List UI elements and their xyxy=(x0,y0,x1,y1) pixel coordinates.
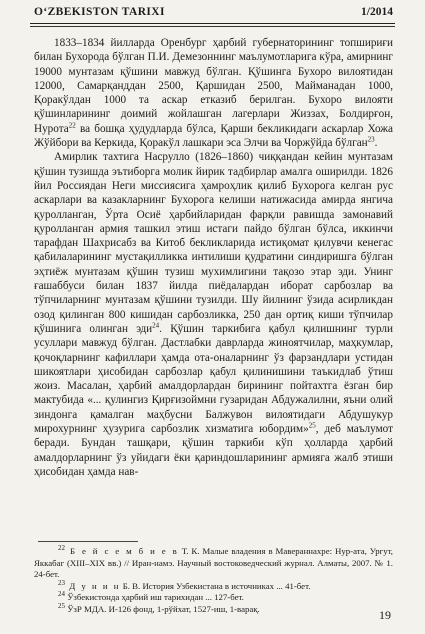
footnote-item xyxy=(34,592,393,604)
paragraph-text: . xyxy=(374,137,378,150)
running-header xyxy=(30,4,395,24)
footnote-text: Т. К. Малые владения в Мавераннахре: Нур-ата, Ургут, Яккабаг (XIII–XIX вв.) // Иран-намэ. Научный востоковедческий журнал. Алматы, 2007. № 1. 24-бет. xyxy=(34,546,393,579)
footnote-ref: 23 xyxy=(367,135,375,144)
article-body xyxy=(34,36,393,479)
issue-number: 1/2014 xyxy=(361,6,393,18)
footnote-text: Б. В. История Узбекистана в источниках ... 41-бет. xyxy=(120,580,311,591)
paragraph-text: Амирлик тахтига Насрулло (1826–1860) чиққандан кейин мунтазам қўшин тузишда эътиборга молик йирик тадбирлар амалга оширилди. 1826 йил Россиядан Неги миссиясига ҳамроҳлик қилиб Бухорога келган рус аскарлари ва казакларнинг Бухорога келиши натижасида амирда янгича қуролланган, Ўрта Осиё ҳарбийларидан фарқли равишда замонавий қуролланган армия ташкил этиш истаги пайдо бўлган бўлса, иккинчи тарафдан Шахрисабз ва Китоб бекликларида истиқомат қилувчи кенегас қабилаларининг мустақилликка интилиши қудратини синдиришга бўлган эҳтиёж мунтазам қўшин тузиш мухимлигини тақозо этар эди. Унинг ғашаббуси билан 1837 йилда пиёдалардан иборат сарбозлар ва тўпчиларнинг мунтазам қўшини тузилди. Шу йилнинг ўзида асирликдан озод қилинган 800 кишидан сарбозликка, 250 дан ортиқ киши тўпчилар қўшинига олинган эди xyxy=(34,151,393,335)
footnote-separator xyxy=(38,541,138,542)
header-rule xyxy=(30,23,395,24)
paragraph-text: ва бошқа ҳудудларда бўлса, Қарши бекликидаги аскарлар Хожа Жўйбори ва Керкида, Қоракўл лашкари эса Элчи ва Чоржўйда бўлган xyxy=(34,122,393,150)
journal-title: O‘ZBEKISTON TARIXI xyxy=(34,6,165,18)
header-rule-thin xyxy=(30,26,395,27)
footnote-ref: 22 xyxy=(68,121,76,130)
footnote-ref: 24 xyxy=(152,321,160,330)
footnote-number: 22 xyxy=(58,544,65,553)
body-paragraph xyxy=(34,150,393,479)
footnote-item xyxy=(34,578,393,593)
footnote-text: Ўзбекистонда ҳарбий иш тарихидан ... 127-бет. xyxy=(65,592,244,602)
footnote-author: Д у н и н xyxy=(65,580,121,591)
paragraph-text: 1833–1834 йилларда Оренбург ҳарбий губернаторининг топшириғи билан Бухорода бўлган П.И. Демезоннинг маълумотларига кўра, амирнинг 19000 мунтазам қўшини мавжуд бўлган. Қўшинга Бухоро вилоятидан 12000, Самарқанддан 2500, Қаршидан 2500, Майманадан 1000, Қоракўлдан 1000 та аскар етказиб берилган. Бухоро вилояти қўшинларининг доимий жойлашган лагерлари Жиззах, Болдирғон, Нурота xyxy=(34,37,393,135)
footnotes xyxy=(34,546,393,615)
footnote-text: ЎзР МДА. И-126 фонд, 1-рўйхат, 1527-иш, 1-варақ. xyxy=(65,603,260,614)
paragraph-text: , деб маълумот беради. Бундан ташқари, қўшин таркиби кўп ҳолларда ҳарбий амалдорларнинг ўз уйидаги ёки қариндошларининг армияга жалб этиши ҳисобидан ҳамда нав- xyxy=(34,423,393,478)
footnote-number: 24 xyxy=(58,590,65,599)
footnote-number: 23 xyxy=(58,578,65,587)
footnote-ref: 25 xyxy=(308,421,316,430)
footnote-author: Б е й с е м б и е в xyxy=(65,546,179,556)
page-number: 19 xyxy=(379,608,391,622)
paragraph-text: . Қўшин таркибига қабул қилишнинг турли усуллари мавжуд бўлган. Дастлабки даврларда жиноятчилар, маҳкумлар, қочоқларнинг кафиллари ҳамда ота-оналарнинг ўз фарзандлари устидан шикоятлари ҳисобидан сарбозлар қабул қилинишини таъкидлаб ўтиш жоиз. Масалан, ҳарбий амалдорлардан бирининг пойтахтга ёзган бир мактубида «... қулингиз Қирғизоймни гузаридан Абдужалилни, яъни олий зиндонга қамалган маҳбусни Балжувон вилоятидаги Абдушукур мирохурнинг ҳузурига сарбозлик хизматига юбордим» xyxy=(34,322,393,436)
body-paragraph xyxy=(34,36,393,150)
footnote-number: 25 xyxy=(58,601,65,610)
footnote-item xyxy=(34,601,393,616)
footnote-item xyxy=(34,546,393,581)
